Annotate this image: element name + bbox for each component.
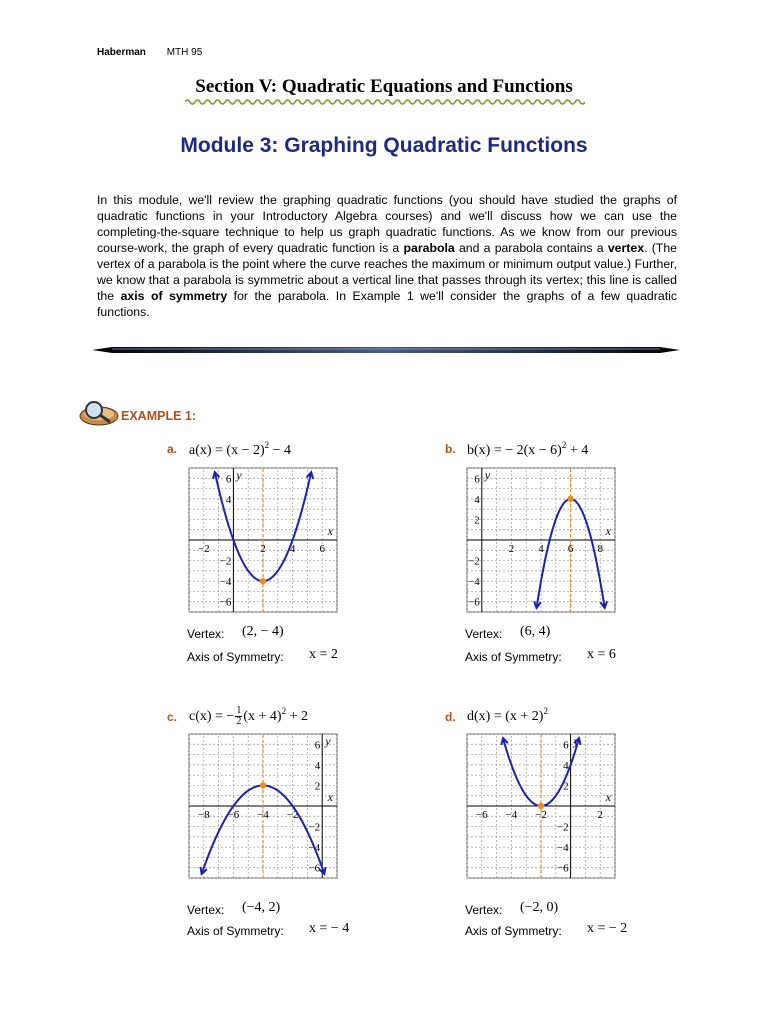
function-equation: [467, 706, 548, 725]
y-tick-label: 2: [314, 780, 321, 793]
part-letter: d.: [445, 710, 456, 724]
x-tick-label: −4: [257, 809, 269, 821]
eq-rest: + 4: [566, 443, 589, 458]
part-letter: c.: [167, 710, 178, 724]
vertex-value: (−4, 2): [242, 900, 281, 915]
y-tick-label: −6: [556, 862, 569, 875]
x-tick-label: 2: [597, 809, 603, 821]
magnifier-icon: [74, 398, 120, 428]
y-axis-label: y: [484, 468, 491, 482]
vertex-point: [538, 803, 544, 809]
example-part-d: [445, 706, 705, 946]
y-tick-label: 6: [314, 739, 321, 752]
x-tick-label: 2: [260, 543, 266, 555]
vertex-label: Vertex:: [465, 903, 503, 917]
y-tick-label: 2: [474, 514, 480, 527]
x-axis-label: x: [605, 524, 611, 538]
function-equation: [189, 440, 291, 459]
example-part-b: [445, 440, 705, 670]
intro-text-4: for the parabola. In Example 1 we'll consider the graphs of a few quadratic functions.: [97, 289, 677, 319]
graph-a: [187, 466, 339, 614]
y-tick-label: −6: [468, 596, 480, 609]
vertex-value: (6, 4): [520, 624, 551, 639]
eq-exponent: 2: [281, 706, 287, 716]
x-axis-label: x: [327, 790, 333, 804]
vertex-point: [567, 496, 573, 502]
y-tick-label: 6: [225, 473, 232, 486]
axis-label: Axis of Symmetry:: [465, 924, 562, 938]
fraction-one-half: [235, 706, 242, 727]
axis-value: x = 2: [309, 647, 338, 662]
y-tick-label: −4: [219, 576, 232, 589]
y-tick-label: −4: [468, 576, 480, 589]
decorative-squiggle: [185, 98, 585, 106]
vertex-value: (2, − 4): [242, 624, 284, 639]
y-tick-label: 4: [563, 759, 569, 772]
y-tick-label: 2: [563, 780, 569, 793]
axis-value: x = 6: [587, 647, 616, 662]
module-title: Module 3: Graphing Quadratic Functions: [180, 134, 588, 157]
x-tick-label: −2: [535, 809, 547, 821]
term-parabola: parabola: [403, 241, 455, 255]
vertex-label: Vertex:: [187, 903, 225, 917]
x-tick-label: 6: [319, 543, 325, 555]
x-tick-label: −2: [197, 543, 210, 555]
example-title: EXAMPLE 1:: [121, 409, 197, 423]
intro-text-2: and a parabola contains a: [454, 241, 608, 255]
example-part-c: [167, 706, 427, 946]
example-part-a: [167, 440, 427, 670]
x-tick-label: 4: [538, 543, 544, 555]
x-tick-label: −6: [475, 809, 488, 821]
x-tick-label: 8: [597, 543, 603, 555]
term-axis-of-symmetry: axis of symmetry: [120, 289, 228, 303]
y-axis-label: y: [236, 468, 242, 482]
eq-mid: (x + 4): [243, 709, 282, 724]
vertex-point: [260, 578, 266, 584]
x-axis-label: x: [605, 790, 611, 804]
y-tick-label: −6: [308, 862, 321, 875]
section-title: Section V: Quadratic Equations and Functions: [195, 76, 573, 97]
y-tick-label: −6: [219, 596, 232, 609]
eq-main: c(x) = −: [189, 709, 235, 724]
axis-label: Axis of Symmetry:: [187, 650, 284, 664]
y-tick-label: −2: [468, 555, 480, 568]
axis-label: Axis of Symmetry:: [187, 924, 284, 938]
page-header: [97, 47, 202, 58]
y-tick-label: 4: [225, 493, 232, 506]
axis-value: x = − 4: [309, 921, 350, 936]
y-tick-label: −2: [308, 821, 321, 834]
x-tick-label: −4: [505, 809, 518, 821]
eq-rest: + 2: [286, 709, 308, 724]
x-tick-label: −8: [197, 809, 210, 821]
y-axis-label: y: [573, 734, 579, 748]
intro-text-1: In this module, we'll review the graphing quadratic functions (you should have studied the graphs of quadratic functions in your Introductory Algebra courses) and we'll discuss how we can use the completing-the-square technique to help us graph quadratic functions. As we know from our previous course-work, the graph of every quadratic function is a: [97, 193, 677, 255]
vertex-label: Vertex:: [465, 627, 503, 641]
vertex-value: (−2, 0): [520, 900, 559, 915]
function-equation: [189, 706, 308, 727]
term-vertex: vertex: [607, 241, 645, 255]
graph-c: [187, 732, 339, 880]
y-tick-label: 6: [474, 473, 480, 486]
x-tick-label: −6: [227, 809, 240, 821]
y-axis-label: y: [325, 734, 331, 748]
frac-numerator: 1: [236, 705, 242, 717]
eq-exponent: 2: [561, 440, 567, 450]
x-axis-label: x: [327, 524, 333, 538]
graph-b: [465, 466, 617, 614]
function-equation: [467, 440, 588, 459]
x-tick-label: 6: [567, 543, 574, 555]
eq-exponent: 2: [543, 706, 548, 716]
x-tick-label: 4: [289, 543, 296, 555]
eq-main: b(x) = − 2(x − 6): [467, 443, 562, 458]
course-code: MTH 95: [166, 47, 203, 58]
graph-d: [465, 732, 617, 880]
y-tick-label: 4: [474, 493, 480, 506]
eq-rest: − 4: [269, 443, 292, 458]
part-letter: a.: [167, 442, 178, 456]
x-tick-label: 2: [508, 543, 515, 555]
divider-rule: [92, 346, 680, 354]
vertex-point: [260, 782, 266, 788]
author-name: Haberman: [97, 47, 146, 58]
vertex-label: Vertex:: [187, 627, 225, 641]
y-tick-label: −4: [556, 842, 569, 855]
y-tick-label: 4: [314, 759, 321, 772]
eq-exponent: 2: [264, 440, 270, 450]
y-tick-label: 6: [563, 739, 569, 752]
intro-paragraph: [97, 192, 677, 320]
x-tick-label: −2: [286, 809, 299, 821]
eq-main: a(x) = (x − 2): [189, 443, 265, 458]
eq-main: d(x) = (x + 2): [467, 709, 544, 724]
y-tick-label: −2: [219, 555, 232, 568]
intro-text-3: . (The vertex of a parabola is the point where the curve reaches the maximum or minimum output value.) Further, we know that a parabola is symmetric about a vertical line that passes through its vertex; this line is called the: [97, 241, 677, 303]
axis-value: x = − 2: [587, 921, 628, 936]
y-tick-label: −2: [556, 821, 569, 834]
part-letter: b.: [445, 442, 456, 456]
frac-denominator: 2: [236, 716, 242, 728]
y-tick-label: −4: [308, 842, 321, 855]
axis-label: Axis of Symmetry:: [465, 650, 562, 664]
